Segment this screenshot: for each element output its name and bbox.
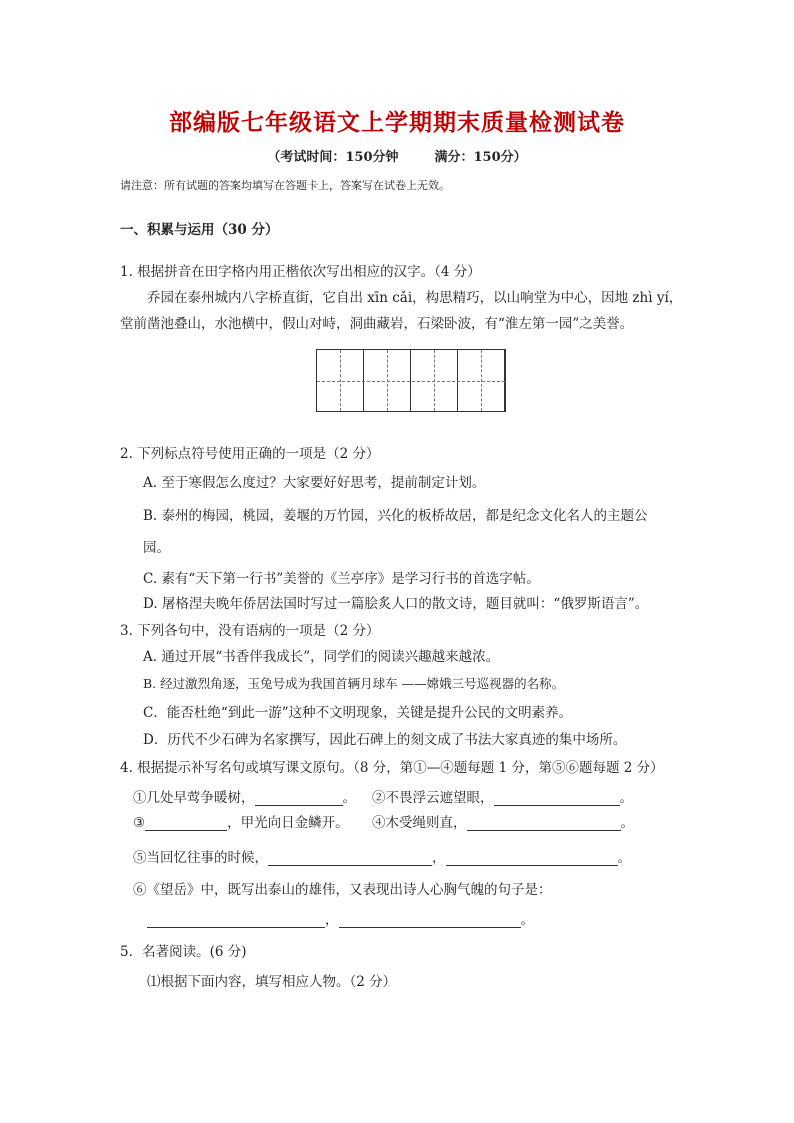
q4-item-4 xyxy=(372,811,634,831)
q4-comma: ， xyxy=(325,912,339,928)
q4-item-5-text: ⑤当回忆往事的时候， xyxy=(133,850,268,866)
section-heading: 一、积累与运用（30 分） xyxy=(120,222,279,238)
q4-item-6: ⑥《望岳》中，既写出泰山的雄伟，又表现出诗人心胸气魄的句子是： xyxy=(133,882,552,898)
q3-option-c: C．能否杜绝“到此一游”这种不文明现象，关键是提升公民的文明素养。 xyxy=(143,705,573,721)
q2-option-d: D. 屠格涅夫晚年侨居法国时写过一篇脍炙人口的散文诗，题目就叫：“俄罗斯语言”。 xyxy=(143,596,649,612)
q4-item-3-num: ③ xyxy=(133,815,146,831)
exam-info xyxy=(0,146,794,165)
q4-period: 。 xyxy=(619,790,633,806)
q4-period: 。 xyxy=(342,790,356,806)
q4-item-2-text: ②不畏浮云遮望眼， xyxy=(372,790,494,806)
q3-option-a: A. 通过开展“书香伴我成长”，同学们的阅读兴趣越来越浓。 xyxy=(143,649,500,665)
q4-item-1 xyxy=(133,786,356,806)
q4-item-2 xyxy=(372,786,633,806)
q2-option-b: B. 泰州的梅园，桃园，姜堰的万竹园，兴化的板桥故居，都是纪念文化名人的主题公 xyxy=(143,508,648,524)
q2-option-b-cont: 园。 xyxy=(143,540,170,556)
q1-passage-line2: 堂前凿池叠山，水池横中，假山对峙，洞曲藏岩，石梁卧波，有“淮左第一园”之美誉。 xyxy=(120,316,634,332)
q2-option-a: A. 至于寒假怎么度过？大家要好好思考，提前制定计划。 xyxy=(143,475,486,491)
exam-score: 满分：150分） xyxy=(434,150,527,165)
grid-midline xyxy=(317,381,505,382)
answer-blank[interactable] xyxy=(339,913,521,928)
tianzige-grid[interactable] xyxy=(316,349,506,412)
exam-time: （考试时间：150分钟 xyxy=(267,150,399,165)
q4-comma: ， xyxy=(432,850,446,866)
page-title: 部编版七年级语文上学期期末质量检测试卷 xyxy=(169,110,625,136)
q2-stem: 2. 下列标点符号使用正确的一项是（2 分） xyxy=(120,446,380,462)
answer-blank[interactable] xyxy=(494,791,620,806)
answer-blank[interactable] xyxy=(145,816,227,831)
q4-stem: 4. 根据提示补写名句或填写课文原句。（8 分，第①—④题每题 1 分，第⑤⑥题每题 2 分） xyxy=(120,760,664,776)
q4-item-6-answer xyxy=(147,908,534,928)
q4-period: 。 xyxy=(620,815,634,831)
q4-item-4-text: ④木受绳则直， xyxy=(372,815,467,831)
answer-blank[interactable] xyxy=(255,791,343,806)
q5-sub1: ⑴根据下面内容，填写相应人物。（2 分） xyxy=(147,974,397,990)
answer-blank[interactable] xyxy=(446,851,618,866)
answer-blank[interactable] xyxy=(467,816,621,831)
q4-period: 。 xyxy=(617,850,631,866)
q4-item-1-text: ①几处早莺争暖树， xyxy=(133,790,255,806)
q3-option-d: D．历代不少石碑为名家撰写，因此石碑上的刻文成了书法大家真迹的集中场所。 xyxy=(143,732,627,748)
notice-text: 请注意：所有试题的答案均填写在答题卡上，答案写在试卷上无效。 xyxy=(120,179,450,192)
q4-item-5 xyxy=(133,846,631,866)
q2-option-c: C. 素有“天下第一行书”美誉的《兰亭序》是学习行书的首选字帖。 xyxy=(143,571,540,587)
q4-period: 。 xyxy=(520,912,534,928)
answer-blank[interactable] xyxy=(147,913,325,928)
q1-passage-line1: 乔园在泰州城内八字桥直街，它自出 xīn cǎi，构思精巧，以山响堂为中心，因地 zhì yí， xyxy=(147,290,683,306)
q5-stem: 5．名著阅读。(6 分) xyxy=(120,944,247,960)
q1-stem: 1. 根据拼音在田字格内用正楷依次写出相应的汉字。（4 分） xyxy=(120,264,481,280)
q4-item-3 xyxy=(133,811,349,831)
answer-blank[interactable] xyxy=(268,851,432,866)
q3-option-b: B. 经过激烈角逐，玉兔号成为我国首辆月球车 ——嫦娥三号巡视器的名称。 xyxy=(143,676,565,691)
q4-item-3-text: ，甲光向日金鳞开。 xyxy=(227,815,349,831)
q3-stem: 3. 下列各句中，没有语病的一项是（2 分） xyxy=(120,623,380,639)
